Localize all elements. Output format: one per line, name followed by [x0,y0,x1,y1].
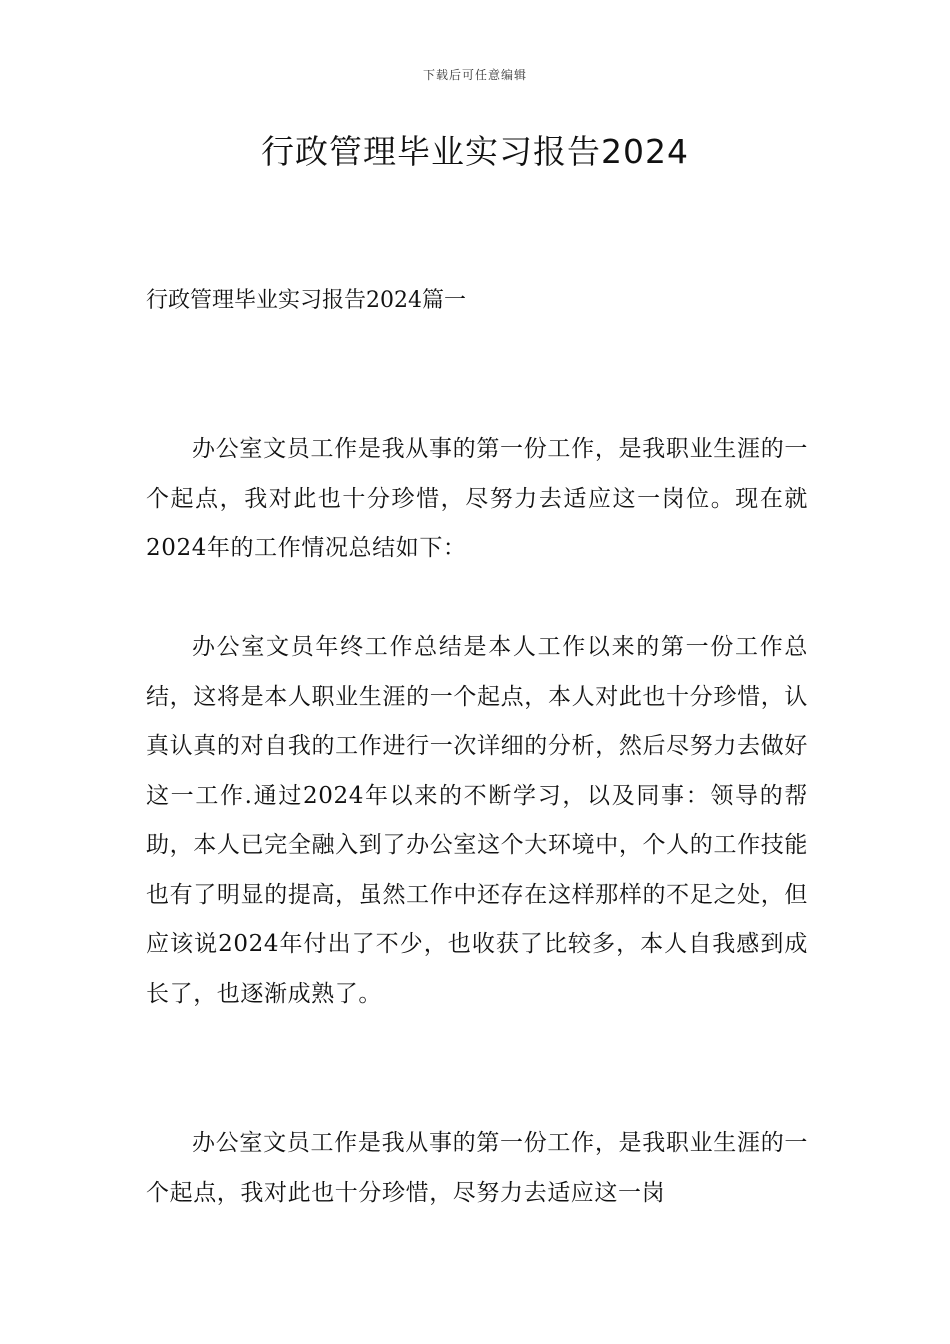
body-paragraph: 办公室文员工作是我从事的第一份工作，是我职业生涯的一个起点，我对此也十分珍惜，尽努力去适应这一岗 [146,1130,808,1206]
document-title: 行政管理毕业实习报告2024 [261,132,689,171]
section-heading: 行政管理毕业实习报告2024篇一 [146,288,466,313]
body-paragraph: 办公室文员年终工作总结是本人工作以来的第一份工作总结，这将是本人职业生涯的一个起点，本人对此也十分珍惜，认真认真的对自我的工作进行一次详细的分析，然后尽努力去做好这一工作.通过2024年以来的不断学习，以及同事：领导的帮助，本人已完全融入到了办公室这个大环境中，个人的工作技能也有了明显的提高，虽然工作中还存在这样那样的不足之处，但应该说2024年付出了不少，也收获了比较多，本人自我感到成长了，也逐渐成熟了。 [146,634,808,1007]
header-note: 下载后可任意编辑 [422,68,527,82]
body-paragraph: 办公室文员工作是我从事的第一份工作，是我职业生涯的一个起点，我对此也十分珍惜，尽努力去适应这一岗位。现在就2024年的工作情况总结如下： [146,436,808,561]
